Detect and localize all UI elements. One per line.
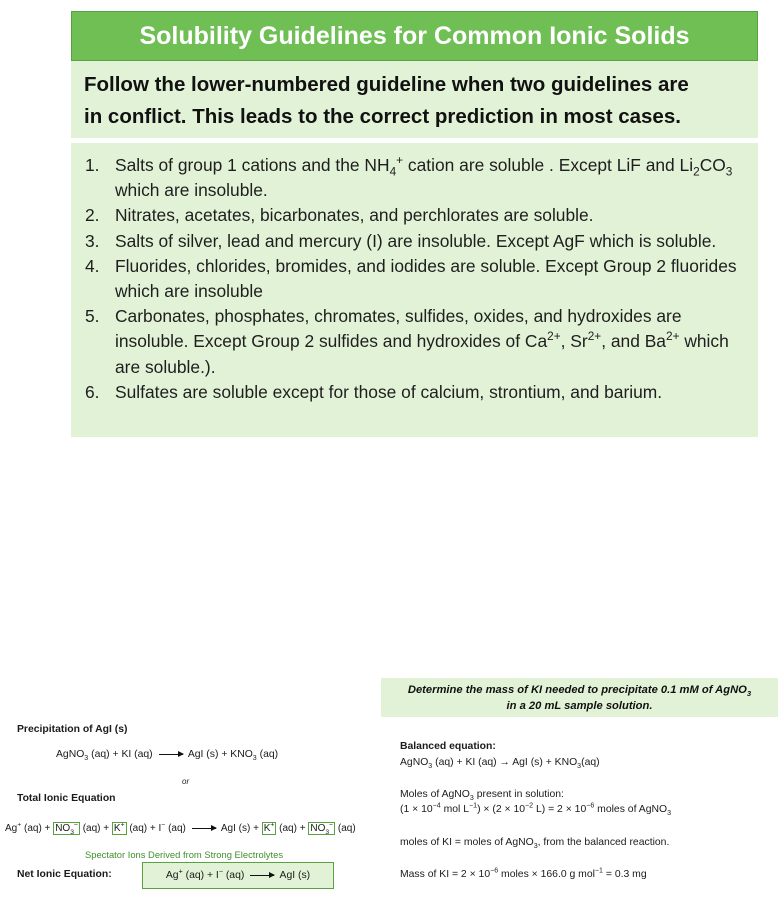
rule-item [85,380,746,405]
moles-calculation: ($1 \times 10^{-4}$ mol $L^{-1}) \times (2 \times 10^{-2}$ $L) = 2 \times 10^{-6}$ moles of AgNO$_3$ [400,802,671,818]
rule-number: 1. [85,155,100,175]
balanced-heading: Balanced equation: [400,741,496,752]
prompt-line-2: in a 20 mL sample solution. [506,700,653,712]
prompt-line-1: Determine the mass of KI needed to precipitate 0.1 mM of AgNO$_3$ [407,684,752,699]
rule-number: 2. [85,205,100,226]
rule-text: Carbonates, phosphates, chromates, sulfides, oxides, and hydroxides are insoluble. Except Group 2 sulfides and hydroxides of $Ca^{2+}$, $Sr^{2+}$, and $Ba^{2+}$ which are soluble.). [115,306,729,377]
total-ionic-heading: Total Ionic Equation [17,793,116,804]
net-ionic-heading: Net Ionic Equation: [17,869,112,880]
precipitation-equation: AgNO$_3$ (aq) + KI (aq) AgI $(s) + KNO_3$ (aq) [56,749,279,763]
spectator-note: Spectator Ions Derived from Strong Electrolytes [85,849,284,860]
rule-number: 5. [85,306,100,327]
intro-note [71,61,758,138]
net-ionic-equation: Ag+ (aq) + I− (aq) AgI (s) [165,868,311,881]
rule-text: Salts of silver, lead and mercury (I) are insoluble. Except AgF which is soluble. [115,230,717,251]
guidelines-title: Solubility Guidelines for Common Ionic Solids [71,11,758,61]
rule-text: Salts of group 1 cations and the $NH_4^+$ cation are soluble . Except LiF and $Li_2CO_3$ which are insoluble. [115,153,733,201]
rule-number: 6. [85,381,100,402]
rule-item [85,229,746,254]
moles-heading: Moles of AgNO$_3$ present in solution: [400,789,564,803]
mass-calculation: Mass of KI = $2 \times 10^{-6}$ moles × 166.0 g mol$^{-1}$ = 0.3 mg [400,867,647,880]
rules-list [71,143,758,437]
rule-item [85,153,746,203]
net-ionic-box [142,862,334,889]
intro-line-1: Follow the lower-numbered guideline when two guidelines are [84,73,689,96]
balanced-equation: AgNO$_3$ (aq) + KI (aq) → AgI $(s) + KNO_3(aq)$ [400,757,600,771]
rule-number: 3. [85,230,100,251]
total-ionic-equation: Ag+ $(aq) + NO_3^-$ (aq) + K+ (aq) + I− (aq) AgI (s) + K+ $(aq) + NO_3^-$ (aq) [5,821,356,836]
intro-line-2: in conflict. This leads to the correct prediction in most cases. [84,105,681,128]
rule-number: 4. [85,255,100,276]
rule-text: Sulfates are soluble except for those of calcium, strontium, and barium. [115,381,663,402]
precipitation-heading: Precipitation of AgI (s) [17,724,128,735]
ki-moles-statement: moles of KI = moles of AgNO$_3$, from the balanced reaction. [400,837,670,851]
rule-item [85,254,746,304]
rule-text: Fluorides, chlorides, bromides, and iodides are soluble. Except Group 2 fluorides which are insoluble [115,255,737,302]
rule-item [85,203,746,228]
problem-prompt [381,678,778,717]
rule-text: Nitrates, acetates, bicarbonates, and perchlorates are soluble. [115,205,594,226]
or-label: or [182,777,190,786]
rule-item [85,304,746,380]
